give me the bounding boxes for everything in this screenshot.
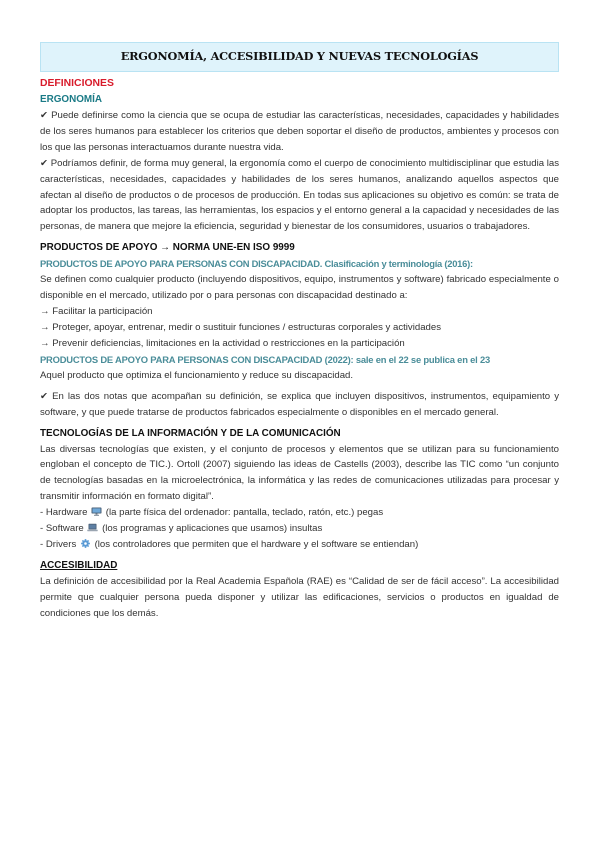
productos-item-3: → Prevenir deficiencias, limitaciones en la actividad o restricciones en la participación bbox=[40, 337, 405, 349]
laptop-icon bbox=[87, 523, 98, 532]
productos-subheading-2022: PRODUCTOS DE APOYO PARA PERSONAS CON DISCAPACIDAD (2022): sale en el 22 se publica en el 23 bbox=[40, 353, 490, 365]
ergonomia-paragraph-1 bbox=[40, 108, 559, 156]
productos-item-2: → Proteger, apoyar, entrenar, medir o sustituir funciones / estructuras corporales y actividades bbox=[40, 321, 442, 333]
check-mark-icon: ✔ bbox=[40, 157, 49, 169]
gear-icon bbox=[80, 539, 91, 548]
check-mark-icon: ✔ bbox=[40, 110, 49, 121]
ergonomia-paragraph-2-text: Podríamos definir, de forma muy general, la ergonomía como el cuerpo de conocimiento multidisciplinar que estudia las características, necesidades, capacidades y habilidades de los seres humanos, analizando aquellos aspectos que afectan al diseño de productos o de procesos de producción. En todas sus aplicaciones su objetivo es común: se trata de adoptar los productos, las tareas, las herramientas, los espacios y el entorno general a la capacidad y necesidades de las personas, de manera que mejore la eficiencia, seguridad y bienestar de los consumidores, usuarios o trabajadores. bbox=[40, 157, 559, 233]
tic-item-drivers bbox=[40, 537, 559, 553]
tic-item-software-text: (los programas y aplicaciones que usamos) insultas bbox=[102, 523, 323, 535]
accesibilidad-heading bbox=[40, 558, 559, 574]
productos-subheading-2016: PRODUCTOS DE APOYO PARA PERSONAS CON DISCAPACIDAD. Clasificación y terminología (2016): bbox=[40, 258, 473, 270]
ergonomia-paragraph-2 bbox=[40, 156, 559, 236]
accesibilidad-paragraph: La definición de accesibilidad por la Real Academia Española (RAE) es “Calidad de ser de fácil acceso”. La accesibilidad permite que cualquier persona pueda disponer y utilizar las edificaciones, servicios o productos en igualdad de condiciones que los demás. bbox=[40, 575, 559, 619]
productos-heading: PRODUCTOS DE APOYO → NORMA UNE-EN ISO 9999 bbox=[40, 242, 295, 254]
tic-item-hardware bbox=[40, 505, 559, 521]
ergonomia-paragraph-1-text: Puede definirse como la ciencia que se ocupa de estudiar las características, necesidades, capacidades y habilidades de los seres humanos para establecer los criterios que deben soportar el diseño de productos, ambientes y procesos con los que las personas interactuamos durante nuestra vida. bbox=[40, 110, 560, 153]
tic-item-software-prefix: - Software bbox=[40, 523, 84, 535]
tic-item-drivers-prefix: - Drivers bbox=[40, 538, 77, 550]
check-mark-icon: ✔ bbox=[40, 390, 49, 402]
productos-definition: Se definen como cualquier producto (incluyendo dispositivos, equipo, instrumentos y software) fabricado especialmente o disponible en el mercado, utilizado por o para personas con discapacidad destinado a: bbox=[40, 274, 559, 302]
productos-note bbox=[40, 389, 559, 421]
title-banner bbox=[40, 42, 559, 72]
desktop-computer-icon bbox=[91, 507, 102, 516]
accesibilidad-heading-text: ACCESIBILIDAD bbox=[40, 559, 118, 571]
page-title: ERGONOMÍA, ACCESIBILIDAD Y NUEVAS TECNOLOGÍAS bbox=[120, 49, 479, 64]
document-page bbox=[40, 42, 559, 622]
definiciones-heading: DEFINICIONES bbox=[40, 78, 114, 89]
productos-definition-2022: Aquel producto que optimiza el funcionamiento y reduce su discapacidad. bbox=[40, 369, 354, 381]
tic-item-software bbox=[40, 521, 559, 537]
productos-note-text: En las dos notas que acompañan su definición, se explica que incluyen dispositivos, instrumentos, equipamiento y software, y que puede tratarse de productos fabricados especialmente o disponibles en el mercado general. bbox=[40, 390, 559, 418]
tic-item-hardware-prefix: - Hardware bbox=[40, 507, 88, 519]
tic-item-drivers-text: (los controladores que permiten que el hardware y el software se entiendan) bbox=[94, 538, 419, 550]
tic-heading: TECNOLOGÍAS DE LA INFORMACIÓN Y DE LA COMUNICACIÓN bbox=[40, 427, 341, 439]
ergonomia-heading: ERGONOMÍA bbox=[40, 94, 102, 105]
tic-paragraph: Las diversas tecnologías que existen, y el conjunto de procesos y elementos que se utilizan para su funcionamiento engloban el concepto de TIC.). Ortoll (2007) siguiendo las ideas de Castells (2003), describe las TIC como “un conjunto de tecnologías basadas en la microelectrónica, la informática y las redes de comunicaciones utilizadas para procesar y transmitir información en formato digital”. bbox=[40, 443, 559, 503]
productos-item-1: → Facilitar la participación bbox=[40, 306, 153, 318]
tic-item-hardware-text: (la parte física del ordenador: pantalla, teclado, ratón, etc.) pegas bbox=[105, 507, 384, 519]
